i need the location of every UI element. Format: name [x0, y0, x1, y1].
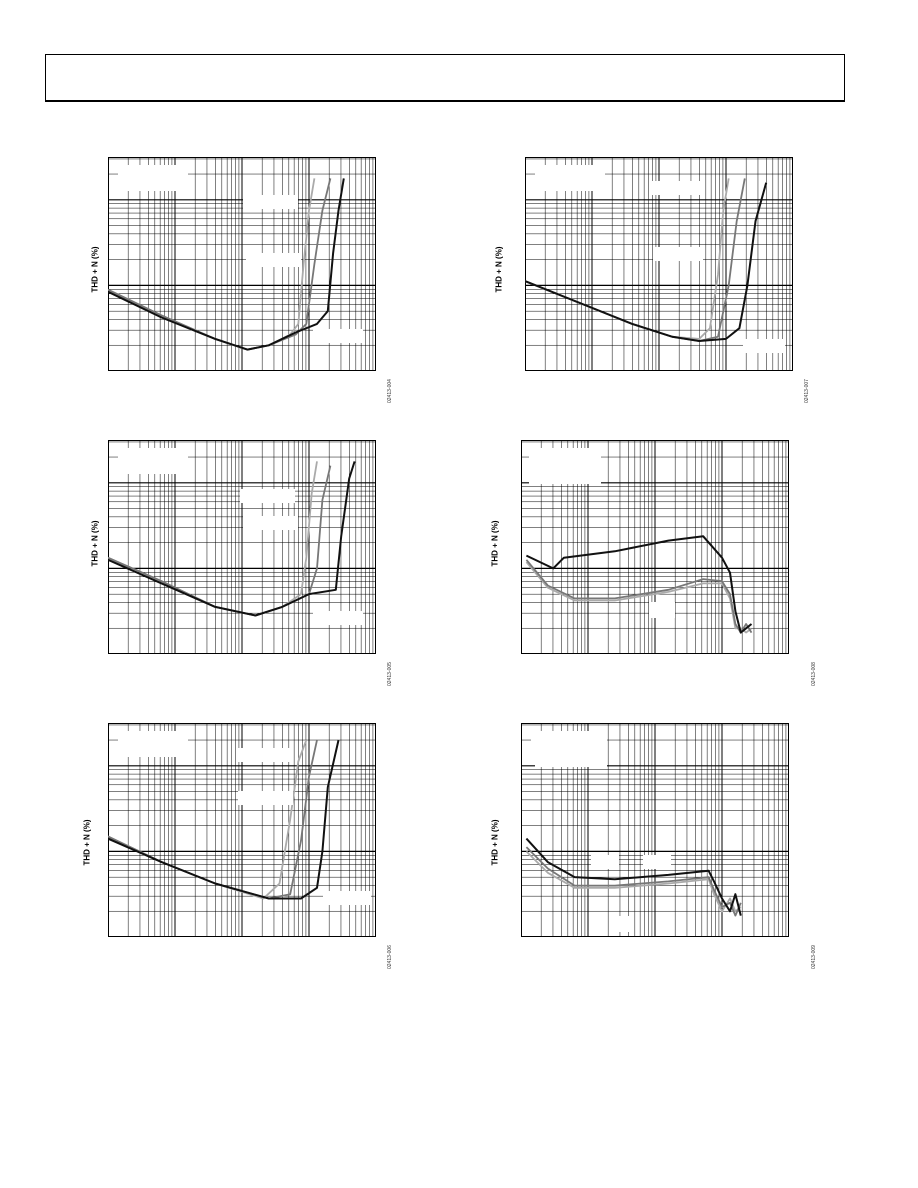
- legend-box: [118, 731, 188, 757]
- chart-svg: [108, 440, 376, 654]
- legend-box: [535, 165, 605, 191]
- figure-id-5: 02413-006: [387, 945, 393, 969]
- annotation-box: [313, 329, 363, 343]
- series-line-1: [526, 536, 751, 632]
- series-line-1: [108, 461, 355, 615]
- y-axis-label-1: THD + N (%): [90, 246, 100, 293]
- annotation-box: [535, 737, 607, 767]
- legend-box: [118, 165, 188, 191]
- series-line-3: [526, 562, 751, 633]
- annotation-box: [246, 253, 301, 267]
- annotation-box: [649, 602, 675, 618]
- annotation-box: [643, 855, 671, 869]
- annotation-box: [323, 891, 371, 905]
- thd-chart-2: [525, 157, 793, 371]
- chart-svg: [521, 440, 789, 654]
- chart-svg: [525, 157, 793, 371]
- figure-id-3: 02413-005: [387, 662, 393, 686]
- series-line-3: [108, 461, 317, 615]
- annotation-box: [243, 195, 298, 209]
- annotation-box: [243, 516, 298, 530]
- thd-chart-4: [521, 440, 789, 654]
- annotation-box: [743, 339, 785, 353]
- annotation-box: [591, 855, 619, 869]
- y-axis-label-6: THD + N (%): [490, 819, 500, 866]
- y-axis-label-5: THD + N (%): [82, 819, 92, 866]
- series-line-3: [526, 851, 740, 911]
- chart-svg: [108, 723, 376, 937]
- annotation-box: [609, 916, 631, 932]
- annotation-box: [650, 181, 705, 195]
- annotation-box: [313, 611, 363, 625]
- y-axis-label-3: THD + N (%): [90, 520, 100, 567]
- figure-id-1: 02413-004: [387, 379, 393, 403]
- series-line-2: [108, 740, 317, 898]
- y-axis-label-2: THD + N (%): [494, 246, 504, 293]
- annotation-box: [238, 748, 293, 762]
- figure-id-2: 02413-007: [804, 379, 810, 403]
- figure-id-4: 02413-008: [811, 662, 817, 686]
- thd-chart-6: [521, 723, 789, 937]
- y-axis-label-4: THD + N (%): [490, 520, 500, 567]
- series-line-1: [525, 183, 766, 341]
- annotation-box: [238, 791, 293, 805]
- series-line-2: [108, 466, 330, 616]
- page-header-box: [45, 54, 845, 102]
- thd-chart-5: [108, 723, 376, 937]
- annotation-box: [240, 489, 295, 503]
- thd-chart-1: [108, 157, 376, 371]
- annotation-box: [653, 247, 703, 261]
- legend-box: [118, 448, 188, 474]
- figure-id-6: 02413-009: [811, 945, 817, 969]
- annotation-box: [529, 454, 601, 484]
- series-line-1: [108, 178, 344, 349]
- chart-svg: [521, 723, 789, 937]
- chart-svg: [108, 157, 376, 371]
- thd-chart-3: [108, 440, 376, 654]
